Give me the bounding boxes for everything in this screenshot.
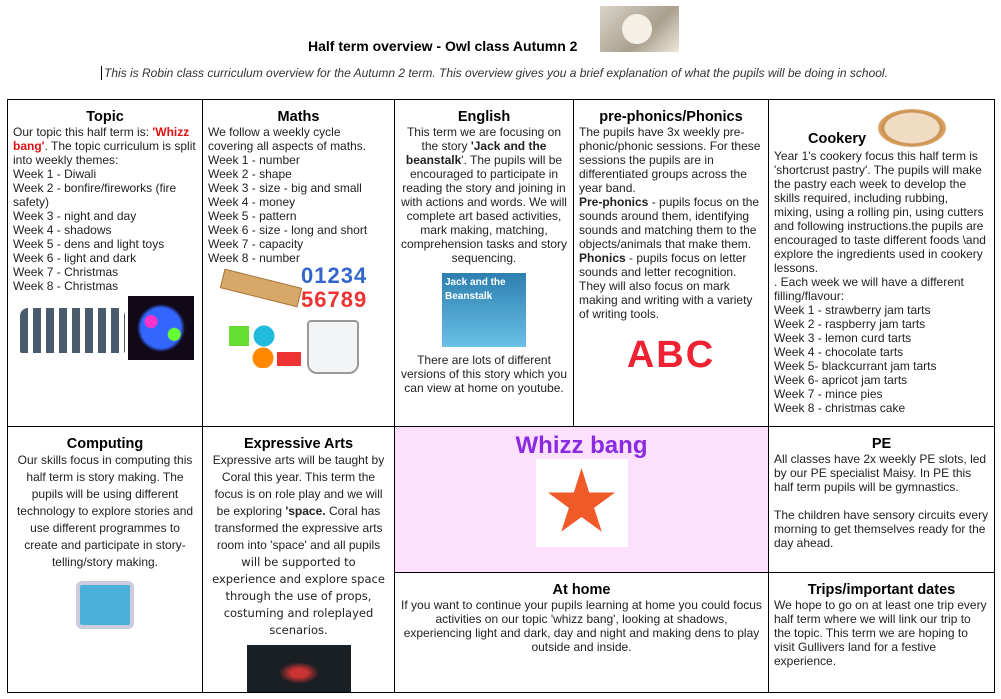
pe-cell <box>768 426 995 573</box>
cookery-p2: . Each week we will have a different filling/flavour: <box>774 275 964 303</box>
cookery-weeks <box>774 303 989 415</box>
week-item: Week 7 - Christmas <box>13 265 119 279</box>
pe-p1: All classes have 2x weekly PE slots, led by our PE specialist Maisy. In PE this half term pupils will be gymnastics. <box>774 452 987 494</box>
topic-heading: Topic <box>86 109 124 125</box>
cookery-header-row <box>774 103 989 149</box>
week-item: Week 5 - pattern <box>208 209 297 223</box>
english-heading: English <box>457 109 511 125</box>
week-item: Week 3 - size - big and small <box>208 181 362 195</box>
computing-p1: Our skills focus in computing this half term is story making. The pupils will be using different technology to explore stories and use different programmes to create and participate in story-telling/story making. <box>16 453 194 569</box>
maths-weeks <box>208 153 389 265</box>
week-item: Week 8 - Christmas <box>13 279 119 293</box>
abc-image: ABC <box>626 334 716 376</box>
week-item: Week 2 - bonfire/fireworks (fire safety) <box>13 181 177 209</box>
fireworks-image <box>128 296 194 360</box>
phonics-cell <box>573 99 769 427</box>
week-item: Week 1 - strawberry jam tarts <box>774 303 931 317</box>
week-item: Week 1 - Diwali <box>13 167 97 181</box>
cookery-heading: Cookery <box>808 131 867 147</box>
at-home-cell <box>394 572 769 693</box>
arts-heading: Expressive Arts <box>243 436 354 452</box>
week-item: Week 5 - dens and light toys <box>13 237 165 251</box>
week-item: Week 6 - light and dark <box>13 251 137 265</box>
jack-beanstalk-book-image: Jack and the Beanstalk <box>442 273 526 347</box>
phonics-p3: Phonics - pupils focus on letter sounds and letter recognition. They will also focus on mark making and writing with a variety of writing tools. <box>579 251 753 321</box>
english-cell <box>394 99 574 427</box>
arts-p1: Expressive arts will be taught by Coral this year. This term the focus is on role play and we will be exploring 'space. Coral has transformed the expressive arts room into 'space' and all pupils <box>212 453 385 552</box>
ruler-image <box>220 269 302 308</box>
week-item: Week 3 - night and day <box>13 209 137 223</box>
maths-cell <box>202 99 395 427</box>
children-silhouettes-image <box>20 308 125 353</box>
phonics-heading: pre-phonics/Phonics <box>599 109 743 125</box>
whizz-bang-cell <box>394 426 769 573</box>
pe-heading: PE <box>871 436 892 452</box>
trips-heading: Trips/important dates <box>807 582 956 598</box>
phonics-p2: Pre-phonics - pupils focus on the sounds around them, identifying sounds and matching them to the objects/animals that make them. <box>579 195 760 251</box>
week-item: Week 4 - shadows <box>13 223 112 237</box>
subtitle[interactable]: This is Robin class curriculum overview for the Autumn 2 term. This overview gives you a brief explanation of what the pupils will be doing in school. <box>101 66 888 80</box>
pastry-tart-image <box>878 109 946 147</box>
number-digits: 01234 56789 <box>301 263 368 312</box>
english-p2: There are lots of different versions of this story which you can view at home on youtube. <box>400 353 568 395</box>
cookery-cell <box>768 99 995 427</box>
week-item: Week 4 - chocolate tarts <box>774 345 904 359</box>
week-item: Week 7 - capacity <box>208 237 304 251</box>
week-item: Week 8 - christmas cake <box>774 401 906 415</box>
week-item: Week 8 - number <box>208 251 300 265</box>
computing-cell <box>7 426 203 693</box>
week-item: Week 2 - raspberry jam tarts <box>774 317 926 331</box>
shapes-image <box>229 324 301 368</box>
cookery-p1: Year 1's cookery focus this half term is 'shortcrust pastry'. The pupils will make the pastry each week to develop the skills required, including rubbing, mixing, using a rolling pin, using cutters and following instructions.the pupils are encouraged to taste different foods \and explore the ingredients used in cookery lessons. <box>774 149 986 275</box>
week-item: Week 5- blackcurrant jam tarts <box>774 359 937 373</box>
week-item: Week 6- apricot jam tarts <box>774 373 908 387</box>
at-home-p1: If you want to continue your pupils learning at home you could focus activities on our topic 'whizz bang', looking at shadows, experiencing light and dark, day and night and making dens to play outside and inside. <box>401 598 762 654</box>
whizz-bang-pop-logo <box>536 459 628 547</box>
arts-p2: will be supported to experience and explore space through the use of props, costuming and roleplayed scenarios. <box>212 555 385 637</box>
topic-weeks <box>13 167 197 293</box>
week-item: Week 3 - lemon curd tarts <box>774 331 912 345</box>
week-item: Week 7 - mince pies <box>774 387 883 401</box>
trips-cell <box>768 572 995 693</box>
measuring-jug-image <box>307 320 359 374</box>
topic-intro: Our topic this half term is: 'Whizz bang'. The topic curriculum is split into weekly themes: <box>13 125 196 167</box>
topic-cell <box>7 99 203 427</box>
whizz-bang-heading: Whizz bang <box>515 432 648 459</box>
week-item: Week 2 - shape <box>208 167 292 181</box>
week-item: Week 6 - size - long and short <box>208 223 368 237</box>
maths-heading: Maths <box>277 109 320 125</box>
page-title: Half term overview - Owl class Autumn 2 <box>308 38 578 54</box>
phonics-p1: The pupils have 3x weekly pre-phonic/phonic sessions. For these sessions the pupils are in differentiated groups across the year band. <box>579 125 761 195</box>
computer-cartoon-image <box>76 581 134 629</box>
at-home-heading: At home <box>552 582 611 598</box>
week-item: Week 1 - number <box>208 153 300 167</box>
space-image <box>247 645 351 693</box>
week-item: Week 4 - money <box>208 195 296 209</box>
pe-p2: The children have sensory circuits every morning to get themselves ready for the day ahead. <box>774 508 989 550</box>
maths-intro: We follow a weekly cycle covering all aspects of maths. <box>208 125 367 153</box>
english-p1: This term we are focusing on the story 'Jack and the beanstalk'. The pupils will be encouraged to participate in reading the story and joining in with actions and words. We will complete art based activities, mark making, matching, comprehension tasks and story sequencing. <box>400 125 568 265</box>
trips-p1: We hope to go on at least one trip every half term where we will link our trip to the topic. This term we are hoping to visit Gullivers land for a festive experience. <box>774 598 987 668</box>
computing-heading: Computing <box>66 436 144 452</box>
arts-cell <box>202 426 395 693</box>
owl-image <box>600 6 679 52</box>
